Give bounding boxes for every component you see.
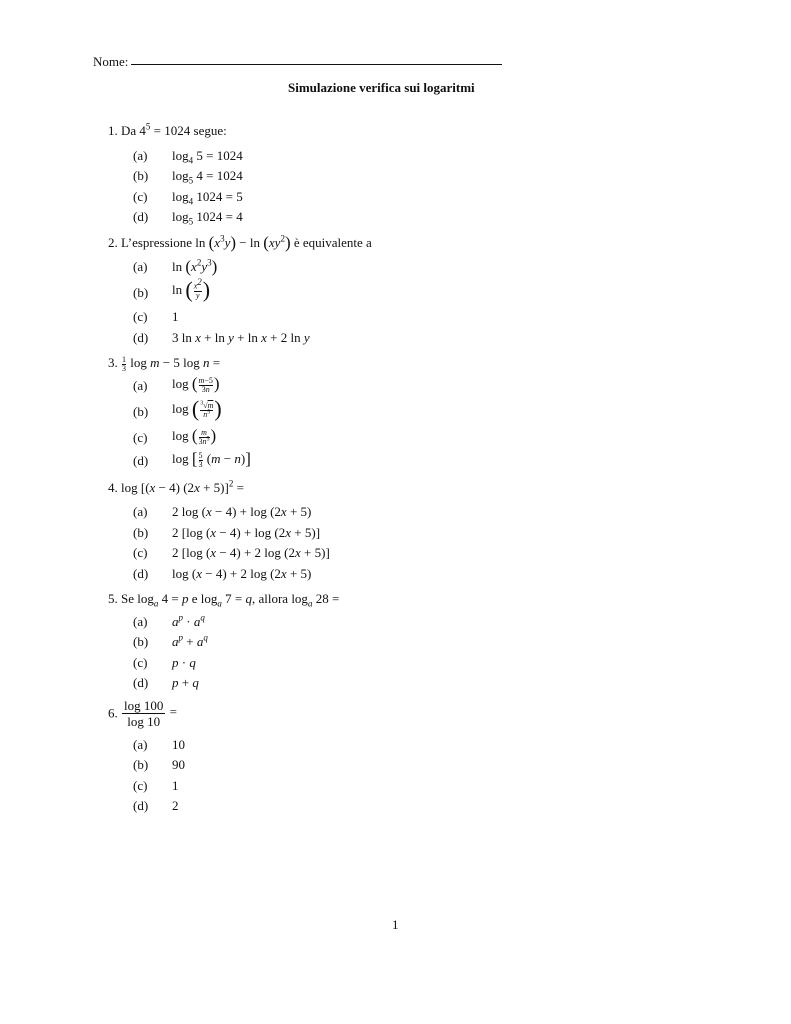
question-4 <box>108 480 244 496</box>
option-5a-label: (a) <box>133 614 148 629</box>
option-6b-text: 90 <box>172 757 185 772</box>
option-4a-label: (a) <box>133 504 148 519</box>
page-title: Simulazione verifica sui logaritmi <box>288 80 475 95</box>
option-3b-text: log ( $\frac{^3√m}{n^5}$ ) <box>172 396 222 421</box>
option-1a-label: (a) <box>133 148 148 163</box>
option-4c-label: (c) <box>133 545 148 560</box>
option-4b-label: (b) <box>133 525 149 540</box>
option-5b-text: $a^p + a^q$ <box>172 632 208 649</box>
option-4d-label: (d) <box>133 566 149 581</box>
option-3b-label: (b) <box>133 404 149 419</box>
option-2c-label: (c) <box>133 309 148 324</box>
option-1c-label: (c) <box>133 189 148 204</box>
option-5b-label: (b) <box>133 634 149 649</box>
question-prompt: $\frac{\log 100}{\log 10}$ = <box>124 698 177 729</box>
option-5c-text: p · q <box>172 655 196 670</box>
option-6a-text: 10 <box>172 737 185 752</box>
question-1 <box>108 123 227 139</box>
option-2a-text: $\ln (x^2y^3)$ <box>172 257 218 276</box>
option-1c-text: $\log_4 1024 = 5$ <box>172 189 243 207</box>
option-1d-text: $\log_5 1024 = 4$ <box>172 209 243 227</box>
question-number: 2. <box>108 235 118 250</box>
option-6d-text: 2 <box>172 798 179 813</box>
option-2d-label: (d) <box>133 330 149 345</box>
question-prompt: $\frac{1}{3}$ log m − 5 log n = <box>122 354 221 373</box>
option-2a-label: (a) <box>133 259 148 274</box>
option-3c-label: (c) <box>133 430 148 445</box>
option-5a-text: $a^p \cdot a^q$ <box>172 612 205 629</box>
option-6d-label: (d) <box>133 798 149 813</box>
option-4b-text: 2 [log (x − 4) + log (2x + 5)] <box>172 525 321 540</box>
option-2d-text: 3 ln x + ln y + ln x + 2 ln y <box>172 330 310 345</box>
option-4c-text: 2 [log (x − 4) + 2 log (2x + 5)] <box>172 545 330 560</box>
option-2b-text: ln ( $\frac{x^2}{y}$ ) <box>172 277 211 302</box>
option-6c-text: 1 <box>172 778 179 793</box>
option-1d-label: (d) <box>133 209 149 224</box>
question-prompt: Se $\log_a 4 = p$ e $\log_a 7 = q$, allora $\log_a 28$ = <box>121 591 340 609</box>
option-3a-label: (a) <box>133 378 148 393</box>
option-3c-text: log ( $\frac{m}{3n^5}$ ) <box>172 426 217 446</box>
option-2c-text: 1 <box>172 309 179 324</box>
option-2b-label: (b) <box>133 285 149 300</box>
question-number: 6. <box>108 705 118 721</box>
question-number: 3. <box>108 355 118 370</box>
question-number: 1. <box>108 123 118 138</box>
option-5d-text: p + q <box>172 675 199 690</box>
option-3a-text: log ( $\frac{m-5}{3n}$ ) <box>172 374 220 394</box>
option-4d-text: log (x − 4) + 2 log (2x + 5) <box>172 566 312 581</box>
question-prompt: L’espressione $\ln (x^3y) - \ln (xy^2)$ è equivalente a <box>121 233 372 252</box>
option-1a-text: $\log_4 5 = 1024$ <box>172 148 243 166</box>
option-6c-label: (c) <box>133 778 148 793</box>
option-1b-label: (b) <box>133 168 149 183</box>
option-6a-label: (a) <box>133 737 148 752</box>
option-6b-label: (b) <box>133 757 149 772</box>
option-3d-text: log [ $\frac{5}{3}$ (m − n)] <box>172 449 251 469</box>
question-2 <box>108 235 372 251</box>
question-number: 5. <box>108 591 118 606</box>
option-3d-label: (d) <box>133 453 149 468</box>
name-label: Nome: <box>93 54 129 69</box>
option-1b-text: $\log_5 4 = 1024$ <box>172 168 243 186</box>
question-number: 4. <box>108 480 118 495</box>
question-6 <box>108 698 177 729</box>
name-input-line <box>131 64 502 65</box>
question-prompt: log [(x − 4) (2x + 5)]$^2$ = <box>121 478 244 495</box>
option-4a-text: 2 log (x − 4) + log (2x + 5) <box>172 504 312 519</box>
option-5c-label: (c) <box>133 655 148 670</box>
question-prompt: Da $4^5 = 1024$ segue: <box>121 121 227 138</box>
question-3 <box>108 355 220 373</box>
option-5d-label: (d) <box>133 675 149 690</box>
question-5 <box>108 591 339 607</box>
page-number: 1 <box>392 917 399 932</box>
